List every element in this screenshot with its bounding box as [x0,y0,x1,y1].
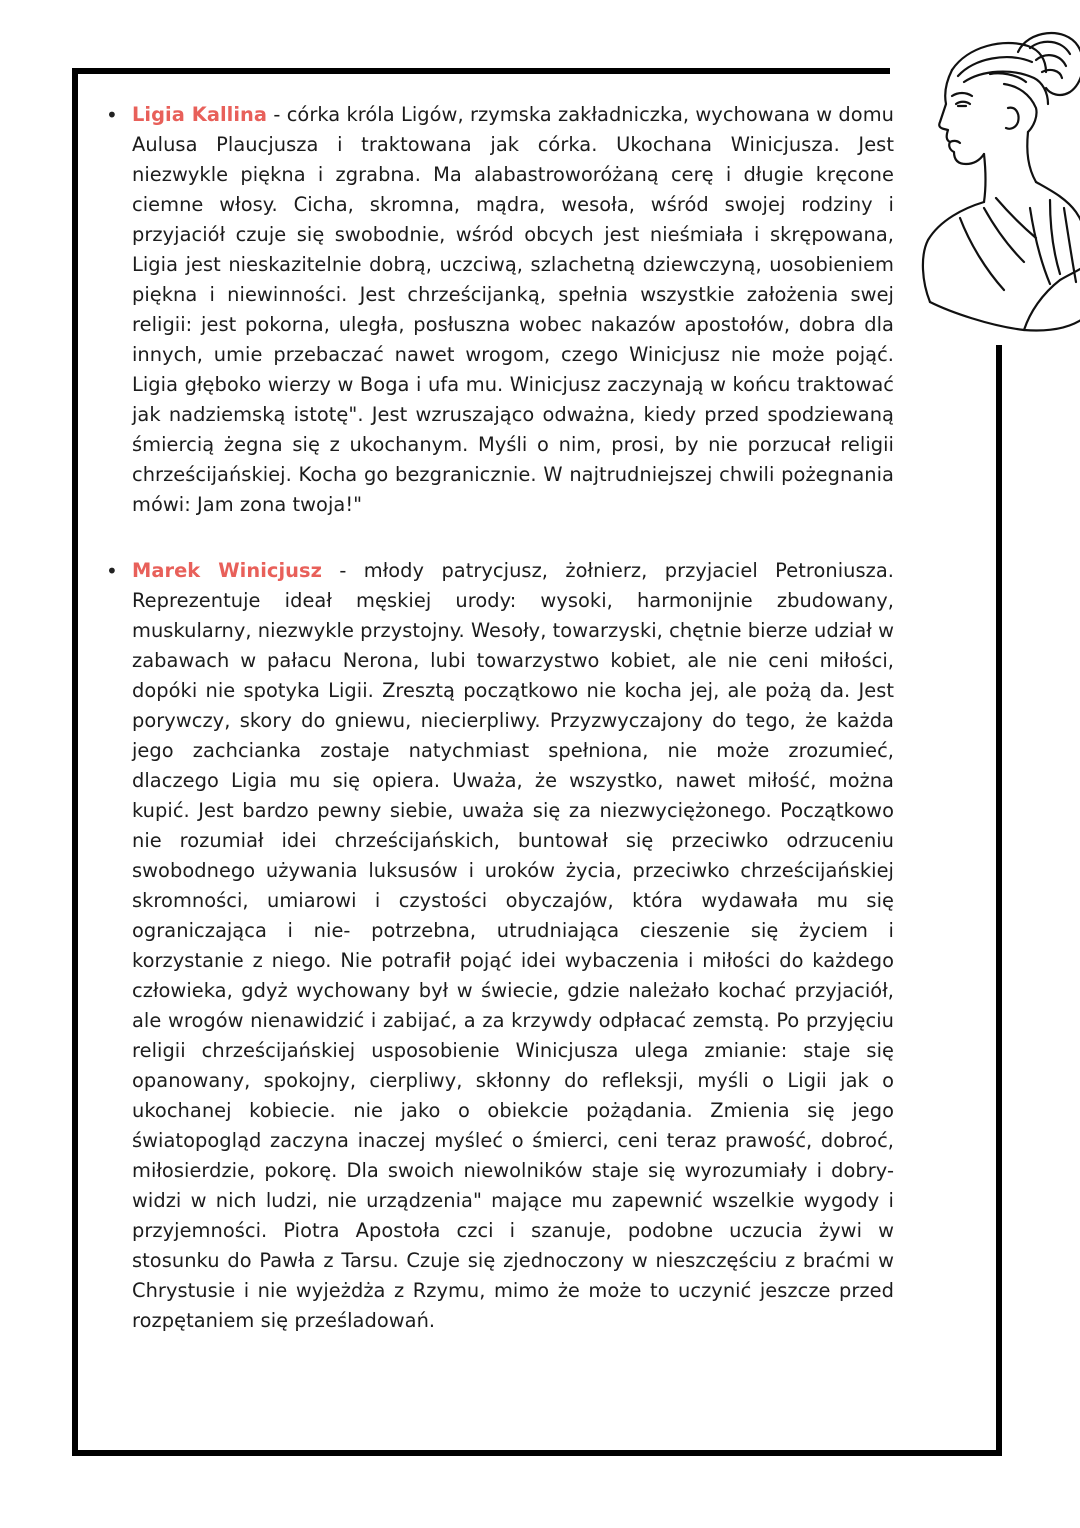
bullet-dot-icon: • [106,103,118,127]
greek-bust-illustration [900,12,1080,344]
character-entry-ligia [104,100,894,520]
bullet-dot-icon: • [106,559,118,583]
character-description: - córka króla Ligów, rzymska zakładniczka, wychowana w domu Aulusa Plaucjusza i traktowana jak córka. Ukochana Winicjusza. Jest niezwykle piękna i zgrabna. Ma alabastroworóżaną cerę i długie kręcone ciemne włosy. Cicha, skromna, mądra, wesoła, wśród swojej rodziny i przyjaciół czuje się swobodnie, wśród obcych jest nieśmiała i skrępowana, Ligia jest nieskazitelnie dobrą, uczciwą, szlachetną dziewczyną, uosobieniem piękna i niewinności. Jest chrześcijanką, spełnia wszystkie założenia swej religii: jest pokorna, uległa, posłuszna wobec nakazów apostołów, dobra dla innych, umie przebaczać nawet wrogom, czego Winicjusz nie może pojąć. Ligia głęboko wierzy w Boga i ufa mu. Winicjusz zaczynają w końcu traktować jak nadziemską istotę". Jest wzruszająco odważna, kiedy przed spodziewaną śmiercią żegna się z ukochanym. Myśli o nim, prosi, by nie porzucał religii chrześcijańskiej. Kocha go bezgranicznie. W najtrudniejszej chwili pożegnania mówi: Jam zona twoja!" [132,103,894,516]
document-content [104,100,894,1336]
frame-right-border [996,345,1002,1456]
character-description: - młody patrycjusz, żołnierz, przyjaciel Petroniusza. Reprezentuje ideał męskiej urody: wysoki, harmonijnie zbudowany, muskularny, niezwykle przystojny. Wesoły, towarzyski, chętnie bierze udział w zabawach w pałacu Nerona, lubi towarzystwo kobiet, ale nie ceni miłości, dopóki nie spotyka Ligii. Zresztą początkowo nie kocha jej, ale pożą da. Jest porywczy, skory do gniewu, niecierpliwy. Przyzwyczajony do tego, że każda jego zachcianka zostaje natychmiast spełniona, nie może zrozumieć, dlaczego Ligia mu się opiera. Uważa, że wszystko, nawet miłość, można kupić. Jest bardzo pewny siebie, uważa się za niezwyciężonego. Początkowo nie rozumiał idei chrześcijańskich, buntował się przeciwko odrzuceniu swobodnego używania luksusów i uroków życia, przeciwko chrześcijańskiej skromności, umiarowi i czystości obyczajów, która wydawała mu się ograniczająca i nie- potrzebna, utrudniająca cieszenie się życiem i korzystanie z niego. Nie potrafił pojąć idei wybaczenia i miłości do każdego człowieka, gdyż wychowany był w świecie, gdzie należało kochać przyjaciół, ale wrogów nienawidzić i zabijać, a za krzywdy odpłacać zemstą. Po przyjęciu religii chrześcijańskiej usposobienie Winicjusza ulega zmianie: staje się opanowany, spokojny, cierpliwy, skłonny do refleksji, myśli o Ligii jak o ukochanej kobiecie. nie jako o obiekcie pożądania. Zmienia się jego światopogląd zaczyna inaczej myśleć o śmierci, ceni teraz prawość, dobroć, miłosierdzie, pokorę. Dla swoich niewolników staje się wyrozumiały i dobry-widzi w nich ludzi, nie urządzenia" mające mu zapewnić wszelkie wygody i przyjemności. Piotra Apostoła czci i szanuje, podobne uczucia żywi w stosunku do Pawła z Tarsu. Czuje się zjednoczony w nieszczęściu z braćmi w Chrystusie i nie wyjeżdża z Rzymu, mimo że może to uczynić jeszcze przed rozpętaniem się prześladowań. [132,559,895,1332]
character-name: Ligia Kallina [132,103,268,126]
frame-top-border [72,68,890,74]
character-name: Marek Winicjusz [132,559,322,582]
character-entry-winicjusz [104,556,894,1336]
